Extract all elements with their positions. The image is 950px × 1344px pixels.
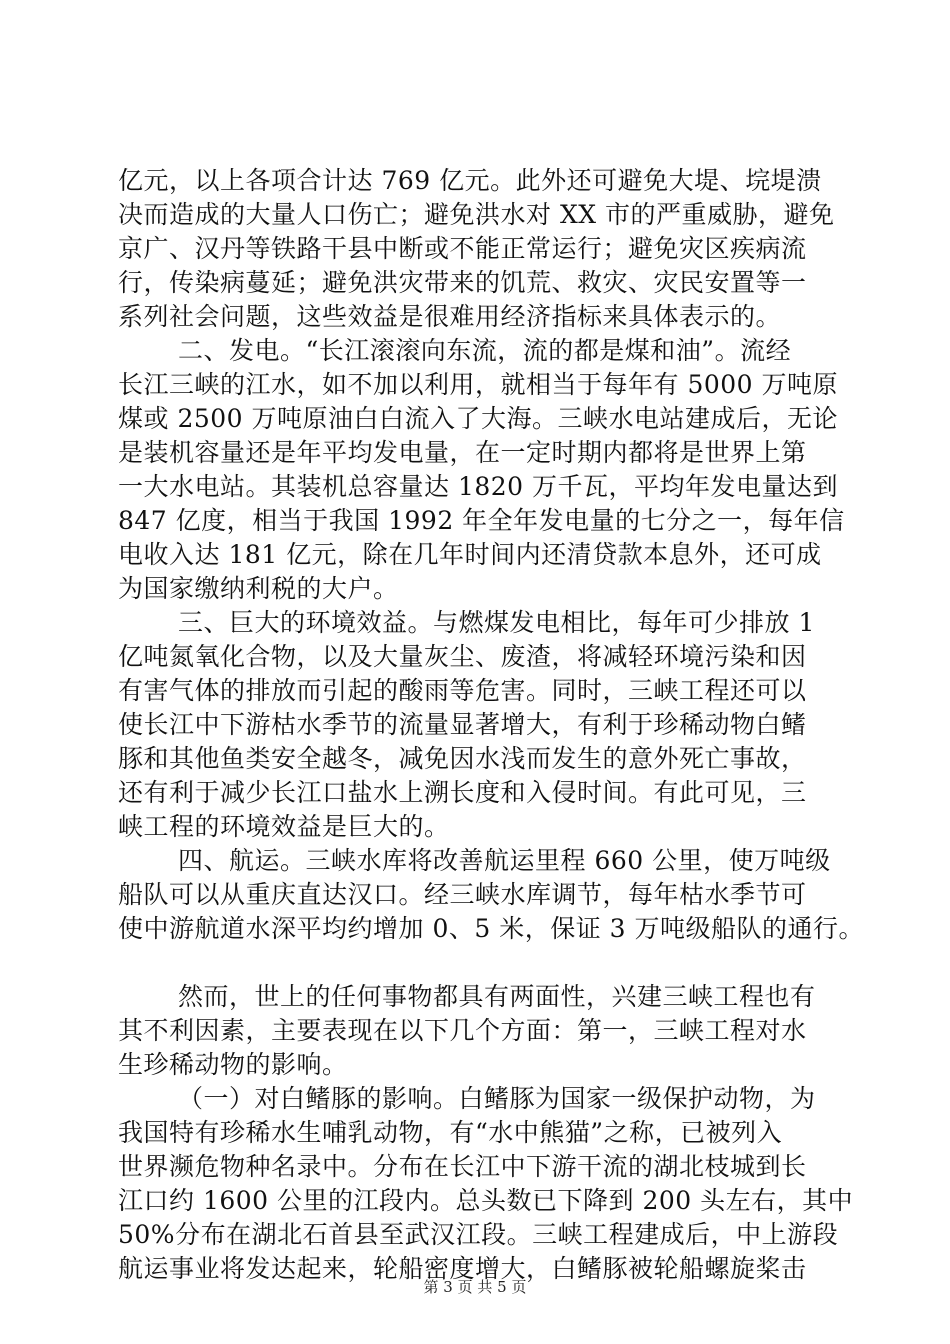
text-line: 系列社会问题，这些效益是很难用经济指标来具体表示的。 (118, 302, 782, 331)
text-line: 江口约 1600 公里的江段内。总头数已下降到 200 头左右，其中 (118, 1186, 854, 1215)
text-line: 使中游航道水深平均约增加 0、5 米，保证 3 万吨级船队的通行。 (118, 914, 865, 943)
text-line: 世界濒危物种名录中。分布在长江中下游干流的湖北枝城到长 (118, 1152, 807, 1181)
text-line: 一大水电站。其装机总容量达 1820 万千瓦，平均年发电量达到 (118, 472, 839, 501)
text-line: 豚和其他鱼类安全越冬，减免因水浅而发生的意外死亡事故， (118, 744, 807, 773)
text-line: 使长江中下游枯水季节的流量显著增大，有利于珍稀动物白鳍 (118, 710, 807, 739)
paragraph-start: 三、巨大的环境效益。与燃煤发电相比，每年可少排放 1 (178, 608, 815, 637)
text-line: 还有利于减少长江口盐水上溯长度和入侵时间。有此可见，三 (118, 778, 807, 807)
text-line: 847 亿度，相当于我国 1992 年全年发电量的七分之一，每年信 (118, 506, 845, 535)
paragraph-start: 四、航运。三峡水库将改善航运里程 660 公里，使万吨级 (178, 846, 831, 875)
text-line: 亿元，以上各项合计达 769 亿元。此外还可避免大堤、垸堤溃 (118, 166, 822, 195)
text-line: 电收入达 181 亿元，除在几年时间内还清贷款本息外，还可成 (118, 540, 822, 569)
text-line: 决而造成的大量人口伤亡；避免洪水对 XX 市的严重威胁，避免 (118, 200, 835, 229)
text-line: 生珍稀动物的影响。 (118, 1050, 348, 1079)
paragraph-start: 二、发电。“长江滚滚向东流，流的都是煤和油”。流经 (178, 336, 792, 365)
text-line: 50%分布在湖北石首县至武汉江段。三峡工程建成后，中上游段 (118, 1220, 839, 1249)
text-line: 有害气体的排放而引起的酸雨等危害。同时，三峡工程还可以 (118, 676, 807, 705)
text-line: 我国特有珍稀水生哺乳动物，有“水中熊猫”之称，已被列入 (118, 1118, 783, 1147)
text-line: 其不利因素，主要表现在以下几个方面：第一，三峡工程对水 (118, 1016, 807, 1045)
paragraph-start: （一）对白鳍豚的影响。白鳍豚为国家一级保护动物，为 (178, 1084, 816, 1113)
text-line: 船队可以从重庆直达汉口。经三峡水库调节，每年枯水季节可 (118, 880, 807, 909)
text-line: 是装机容量还是年平均发电量，在一定时期内都将是世界上第 (118, 438, 807, 467)
page-footer: 第 3 页 共 5 页 (423, 1278, 527, 1296)
text-line: 行，传染病蔓延；避免洪灾带来的饥荒、救灾、灾民安置等一 (118, 268, 807, 297)
text-line: 亿吨氮氧化合物，以及大量灰尘、废渣，将减轻环境污染和因 (118, 642, 807, 671)
text-line: 峡工程的环境效益是巨大的。 (118, 812, 450, 841)
text-line: 长江三峡的江水，如不加以利用，就相当于每年有 5000 万吨原 (118, 370, 839, 399)
text-line: 航运事业将发达起来，轮船密度增大，白鳍豚被轮船螺旋桨击 (118, 1254, 807, 1283)
text-line: 为国家缴纳利税的大户。 (118, 574, 399, 603)
paragraph-start: 然而，世上的任何事物都具有两面性，兴建三峡工程也有 (178, 982, 816, 1011)
text-line: 京广、汉丹等铁路干县中断或不能正常运行；避免灾区疾病流 (118, 234, 807, 263)
text-line: 煤或 2500 万吨原油白白流入了大海。三峡水电站建成后，无论 (118, 404, 839, 433)
